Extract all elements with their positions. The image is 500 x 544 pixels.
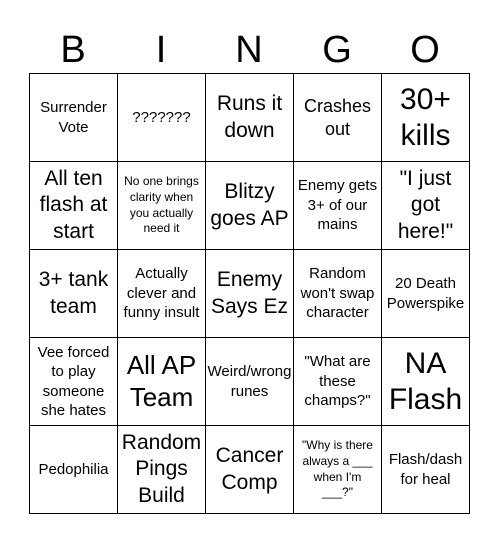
bingo-cell[interactable]: NA Flash — [382, 338, 470, 426]
bingo-cell[interactable]: No one brings clarity when you actually need it — [118, 162, 206, 250]
header-letter-o: O — [410, 29, 440, 71]
header-letter-b: B — [60, 29, 86, 71]
bingo-cell[interactable]: ??????? — [118, 74, 206, 162]
bingo-cell[interactable]: Surrender Vote — [30, 74, 118, 162]
bingo-cell[interactable]: Actually clever and funny insult — [118, 250, 206, 338]
bingo-cell[interactable]: Crashes out — [294, 74, 382, 162]
bingo-cell[interactable]: 30+ kills — [382, 74, 470, 162]
bingo-cell[interactable]: Weird/wrong runes — [206, 338, 294, 426]
bingo-cell[interactable]: Pedophilia — [30, 426, 118, 514]
bingo-cell[interactable]: "Why is there always a ___ when I'm ___?" — [294, 426, 382, 514]
bingo-cell[interactable]: All ten flash at start — [30, 162, 118, 250]
header-letter-i: I — [155, 29, 167, 71]
bingo-cell[interactable]: Random won't swap character — [294, 250, 382, 338]
bingo-cell[interactable]: "I just got here!" — [382, 162, 470, 250]
bingo-cell[interactable]: Runs it down — [206, 74, 294, 162]
bingo-cell[interactable]: Flash/dash for heal — [382, 426, 470, 514]
bingo-header — [29, 26, 469, 74]
bingo-cell[interactable]: 20 Death Powerspike — [382, 250, 470, 338]
bingo-cell[interactable]: Vee forced to play someone she hates — [30, 338, 118, 426]
bingo-cell[interactable]: Cancer Comp — [206, 426, 294, 514]
bingo-cell[interactable]: 3+ tank team — [30, 250, 118, 338]
header-letter-g: G — [322, 29, 352, 71]
bingo-cell[interactable]: "What are these champs?" — [294, 338, 382, 426]
bingo-card — [29, 73, 470, 514]
bingo-cell[interactable]: Random Pings Build — [118, 426, 206, 514]
bingo-cell[interactable]: Enemy gets 3+ of our mains — [294, 162, 382, 250]
header-letter-n: N — [235, 29, 263, 71]
bingo-cell[interactable]: Enemy Says Ez — [206, 250, 294, 338]
bingo-cell[interactable]: All AP Team — [118, 338, 206, 426]
bingo-cell[interactable]: Blitzy goes AP — [206, 162, 294, 250]
